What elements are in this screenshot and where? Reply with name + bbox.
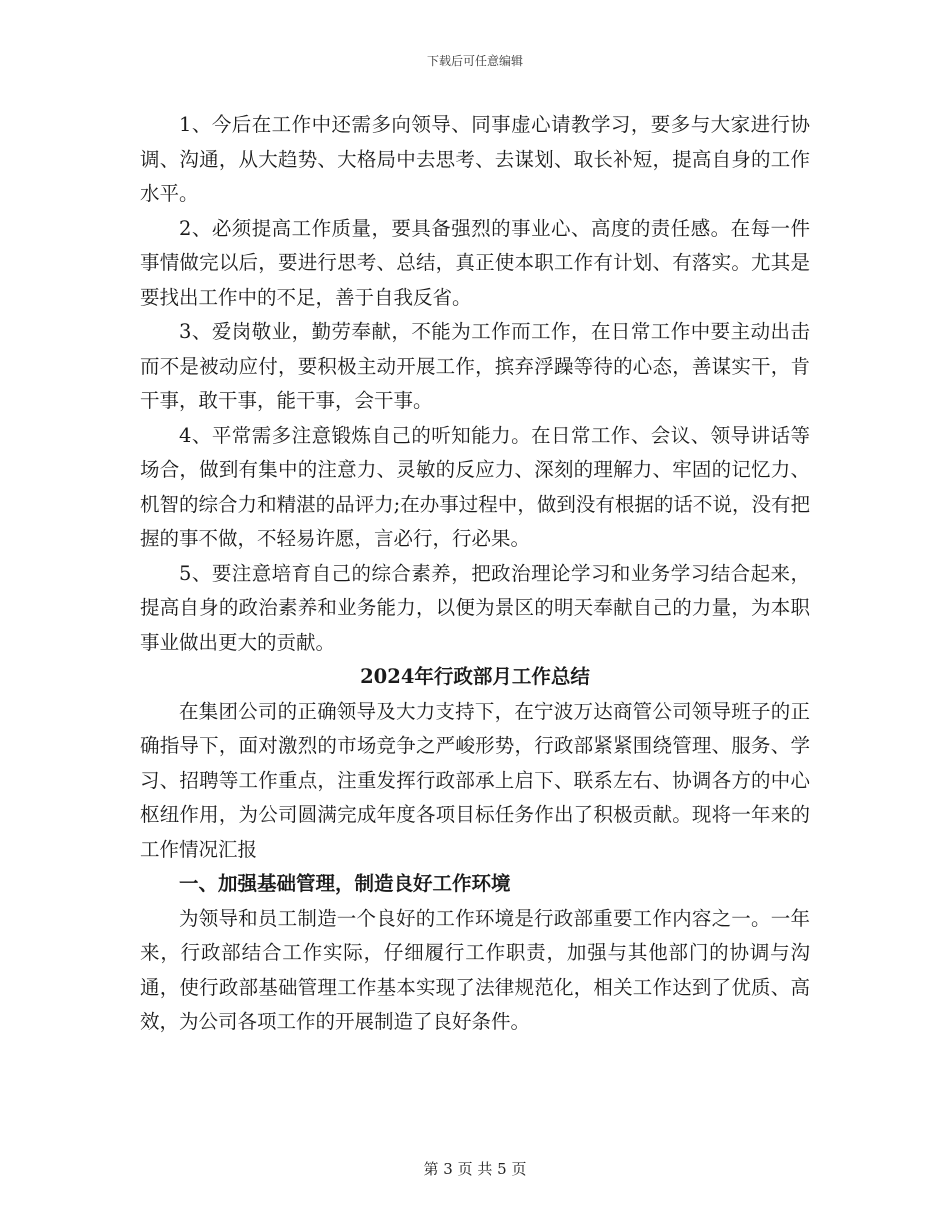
document-body [140,108,810,1040]
document-title: 2024年行政部月工作总结 [360,665,590,688]
section-body-paragraph: 为领导和员工制造一个良好的工作环境是行政部重要工作内容之一。一年来，行政部结合工作实际，仔细履行工作职责，加强与其他部门的协调与沟通，使行政部基础管理工作基本实现了法律规范化，相关工作达到了优质、高效，为公司各项工作的开展制造了良好条件。 [140,906,810,1033]
section-heading: 一、加强基础管理，制造良好工作环境 [179,872,511,895]
paragraph-item-4: 4、平常需多注意锻炼自己的听知能力。在日常工作、会议、领导讲话等场合，做到有集中的注意力、灵敏的反应力、深刻的理解力、牢固的记忆力、机智的综合力和精湛的品评力;在办事过程中，做到没有根据的话不说，没有把握的事不做，不轻易许愿，言必行，行必果。 [140,423,810,550]
page-header: 下载后可任意编辑 [426,54,523,68]
paragraph-item-3: 3、爱岗敬业，勤劳奉献，不能为工作而工作，在日常工作中要主动出击而不是被动应付，要积极主动开展工作，摈弃浮躁等待的心态，善谋实干，肯干事，敢干事，能干事，会干事。 [140,320,810,412]
intro-paragraph: 在集团公司的正确领导及大力支持下，在宁波万达商管公司领导班子的正确指导下，面对激烈的市场竞争之严峻形势，行政部紧紧围绕管理、服务、学习、招聘等工作重点，注重发挥行政部承上启下、联系左右、协调各方的中心枢纽作用，为公司圆满完成年度各项目标任务作出了积极贡献。现将一年来的工作情况汇报 [140,699,810,861]
page-footer: 第 3 页 共 5 页 [423,1160,527,1178]
paragraph-item-5: 5、要注意培育自己的综合素养，把政治理论学习和业务学习结合起来，提高自身的政治素养和业务能力，以便为景区的明天奉献自己的力量，为本职事业做出更大的贡献。 [140,561,810,654]
paragraph-item-2: 2、必须提高工作质量，要具备强烈的事业心、高度的责任感。在每一件事情做完以后，要进行思考、总结，真正使本职工作有计划、有落实。尤其是要找出工作中的不足，善于自我反省。 [140,216,810,309]
paragraph-item-1: 1、今后在工作中还需多向领导、同事虚心请教学习，要多与大家进行协调、沟通，从大趋势、大格局中去思考、去谋划、取长补短，提高自身的工作水平。 [140,113,810,205]
